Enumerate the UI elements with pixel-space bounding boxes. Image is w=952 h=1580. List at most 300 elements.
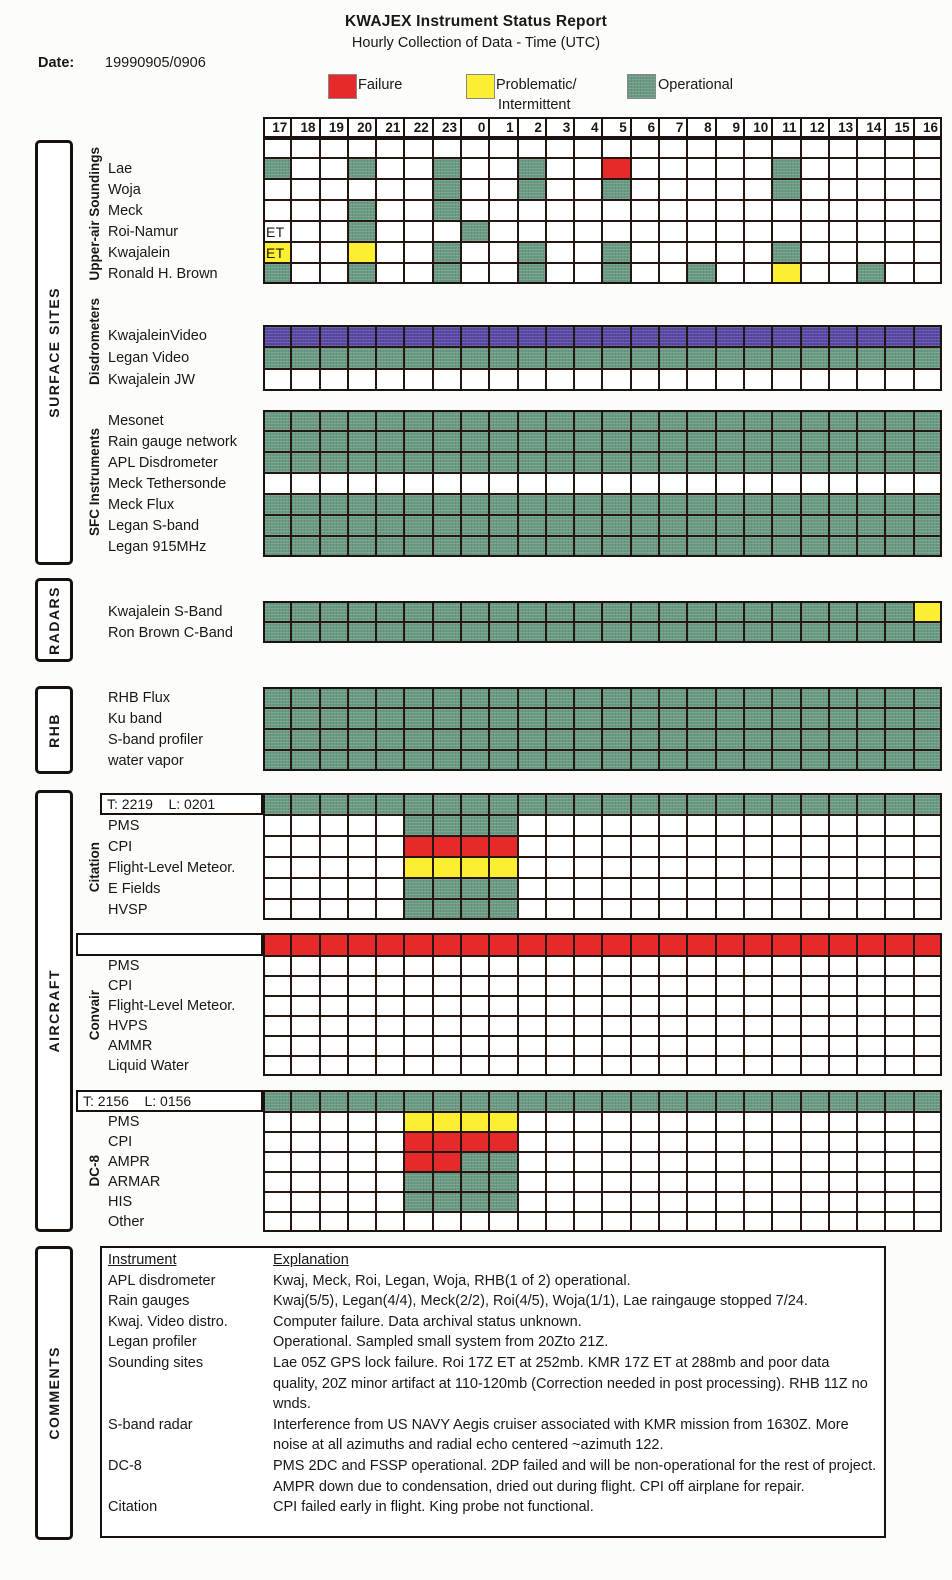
- status-cell-empty: [914, 836, 942, 857]
- status-cell-empty: [857, 1016, 885, 1036]
- status-cell-operational: [404, 878, 432, 899]
- status-cell-operational: [489, 878, 517, 899]
- status-cell-operational: [631, 750, 659, 771]
- status-cell-empty: [291, 138, 319, 158]
- status-cell-empty: [914, 138, 942, 158]
- status-cell-failure: [348, 933, 376, 956]
- status-cell-empty: [857, 369, 885, 391]
- status-cell-empty: [291, 1016, 319, 1036]
- status-cell-empty: [546, 1036, 574, 1056]
- status-cell-empty: [687, 899, 715, 920]
- status-cell-operational: [291, 601, 319, 622]
- comment-row: [108, 1456, 878, 1497]
- status-cell-empty: [801, 878, 829, 899]
- status-cell-empty: [772, 1152, 800, 1172]
- status-cell-video: [716, 325, 744, 347]
- status-cell-operational: [687, 687, 715, 708]
- status-cell-operational: [602, 687, 630, 708]
- status-cell-empty: [489, 242, 517, 263]
- status-cell-empty: [263, 878, 291, 899]
- status-cell-empty: [263, 200, 291, 221]
- status-cell-empty: [801, 996, 829, 1016]
- grid-row: [108, 899, 942, 920]
- status-cell-video: [320, 325, 348, 347]
- status-cell-operational: [348, 622, 376, 643]
- status-cell-empty: [574, 242, 602, 263]
- status-cell-operational: [659, 601, 687, 622]
- status-cell-empty: [914, 1192, 942, 1212]
- status-cell-video: [348, 325, 376, 347]
- status-cell-operational: [291, 750, 319, 771]
- status-cell-operational: [376, 793, 404, 815]
- status-cell-operational: [404, 410, 432, 431]
- status-cell-operational: [433, 1090, 461, 1112]
- status-cell-empty: [602, 1016, 630, 1036]
- status-cell-empty: [518, 899, 546, 920]
- status-cell-operational: [631, 431, 659, 452]
- status-cell-empty: [801, 263, 829, 284]
- status-cell-operational: [744, 793, 772, 815]
- status-cell-empty: [829, 1016, 857, 1036]
- status-cell-operational: [687, 431, 715, 452]
- status-cell-empty: [772, 899, 800, 920]
- row-label: S-band profiler: [108, 731, 204, 748]
- status-cells: [263, 1112, 942, 1132]
- status-cell-empty: [716, 179, 744, 200]
- status-cell-empty: [687, 242, 715, 263]
- status-cell-operational: [914, 452, 942, 473]
- status-cell-operational: [801, 729, 829, 750]
- status-cell-empty: [291, 1132, 319, 1152]
- status-cell-empty: [914, 1172, 942, 1192]
- status-cell-empty: [291, 956, 319, 976]
- status-cell-empty: [631, 1112, 659, 1132]
- status-cell-operational: [602, 793, 630, 815]
- status-cell-operational: [857, 1090, 885, 1112]
- status-cell-operational: [461, 601, 489, 622]
- status-cell-empty: [687, 976, 715, 996]
- status-cell-operational: [461, 708, 489, 729]
- row-label: PMS: [108, 817, 140, 834]
- status-cell-empty: [376, 996, 404, 1016]
- status-cell-operational: [602, 536, 630, 557]
- subsection-label-text: DC-8: [87, 1155, 102, 1187]
- status-cell-empty: [320, 369, 348, 391]
- status-cell-operational: [320, 793, 348, 815]
- status-cell-operational: [772, 1090, 800, 1112]
- status-cell-empty: [404, 956, 432, 976]
- status-cell-empty: [320, 878, 348, 899]
- status-cell-operational: [518, 729, 546, 750]
- status-cell-operational: [433, 899, 461, 920]
- status-cell-empty: [348, 473, 376, 494]
- status-cell-operational: [489, 347, 517, 369]
- status-cell-empty: [602, 369, 630, 391]
- status-cell-operational: [914, 431, 942, 452]
- grid-row: [108, 815, 942, 836]
- status-cell-empty: [320, 263, 348, 284]
- status-cell-operational: [744, 601, 772, 622]
- status-cell-empty: [687, 1172, 715, 1192]
- status-cell-empty: [801, 1212, 829, 1232]
- status-cell-empty: [404, 138, 432, 158]
- status-cell-operational: [376, 494, 404, 515]
- status-cell-empty: [659, 1036, 687, 1056]
- status-cell-operational: [574, 729, 602, 750]
- status-cell-operational: [857, 452, 885, 473]
- status-cell-empty: [687, 836, 715, 857]
- status-cell-empty: [433, 473, 461, 494]
- status-cell-operational: [263, 515, 291, 536]
- status-cell-empty: [772, 1036, 800, 1056]
- status-cell-empty: [263, 1056, 291, 1076]
- status-cell-empty: [263, 473, 291, 494]
- status-cell-empty: [801, 836, 829, 857]
- status-cell-operational: [518, 494, 546, 515]
- status-cell-operational: [885, 494, 913, 515]
- status-cell-empty: [716, 242, 744, 263]
- status-cell-operational: [291, 622, 319, 643]
- status-cell-operational: [291, 536, 319, 557]
- status-cell-empty: [801, 1192, 829, 1212]
- status-cell-operational: [687, 515, 715, 536]
- status-cell-operational: [489, 815, 517, 836]
- status-cell-failure: [687, 933, 715, 956]
- status-cell-empty: [461, 976, 489, 996]
- status-cell-failure: [602, 158, 630, 179]
- status-cell-operational: [546, 793, 574, 815]
- status-cell-operational: [914, 622, 942, 643]
- status-cell-empty: [376, 263, 404, 284]
- status-cell-operational: [489, 1192, 517, 1212]
- status-cell-empty: [687, 1192, 715, 1212]
- status-cell-operational: [263, 410, 291, 431]
- status-cell-empty: [829, 200, 857, 221]
- status-cell-operational: [546, 536, 574, 557]
- status-cell-empty: [602, 1056, 630, 1076]
- status-cell-empty: [716, 1152, 744, 1172]
- status-cell-operational: [461, 1192, 489, 1212]
- status-cell-empty: [574, 976, 602, 996]
- status-cell-failure: [914, 933, 942, 956]
- status-cell-empty: [518, 976, 546, 996]
- row-label: Meck Tethersonde: [108, 475, 227, 492]
- status-cell-empty: [602, 221, 630, 242]
- grid-row: [108, 1192, 942, 1212]
- status-cell-operational: [348, 494, 376, 515]
- status-cell-empty: [263, 179, 291, 200]
- status-cell-empty: [914, 976, 942, 996]
- status-cell-empty: [687, 1036, 715, 1056]
- status-cell-operational: [433, 793, 461, 815]
- status-cell-empty: [291, 179, 319, 200]
- status-cell-operational: [659, 452, 687, 473]
- status-cell-operational: [433, 452, 461, 473]
- status-cell-operational: [687, 452, 715, 473]
- status-cell-empty: [404, 976, 432, 996]
- status-cell-empty: [320, 899, 348, 920]
- page-subtitle: Hourly Collection of Data - Time (UTC): [351, 35, 601, 51]
- hour-label: 22: [404, 117, 432, 138]
- status-cell-operational: [461, 410, 489, 431]
- status-cell-empty: [772, 473, 800, 494]
- status-cell-operational: [291, 1090, 319, 1112]
- status-cell-empty: [631, 1016, 659, 1036]
- status-cell-empty: [885, 1056, 913, 1076]
- status-cell-operational: [489, 1090, 517, 1112]
- status-cell-empty: [348, 956, 376, 976]
- status-cell-empty: [744, 200, 772, 221]
- status-cell-operational: [320, 452, 348, 473]
- status-cell-empty: [857, 1056, 885, 1076]
- status-cell-operational: [518, 622, 546, 643]
- status-cell-failure: [857, 933, 885, 956]
- status-cell-empty: [546, 179, 574, 200]
- status-cell-empty: [489, 976, 517, 996]
- status-cell-empty: [376, 158, 404, 179]
- status-cell-empty: [404, 200, 432, 221]
- status-cell-empty: [320, 1016, 348, 1036]
- status-cells: [263, 956, 942, 976]
- status-cells: [263, 410, 942, 431]
- status-cells: [263, 1212, 942, 1232]
- status-cell-empty: [631, 1132, 659, 1152]
- status-cell-operational: [631, 410, 659, 431]
- status-cell-operational: [348, 200, 376, 221]
- status-cell-operational: [574, 431, 602, 452]
- status-cells: [263, 1152, 942, 1172]
- status-cell-empty: [772, 1016, 800, 1036]
- status-cell-video: [574, 325, 602, 347]
- status-cell-operational: [291, 687, 319, 708]
- status-cell-operational: [772, 347, 800, 369]
- status-cells: [263, 1016, 942, 1036]
- status-cell-operational: [716, 750, 744, 771]
- section-label-surface-sites: SURFACE SITES: [46, 287, 62, 418]
- status-cell-empty: [659, 1212, 687, 1232]
- grid-row: [108, 996, 942, 1016]
- status-cell-operational: [461, 494, 489, 515]
- row-label: Meck: [108, 202, 143, 219]
- status-cell-empty: [885, 1152, 913, 1172]
- status-cell-operational: [914, 536, 942, 557]
- status-cell-empty: [263, 976, 291, 996]
- status-cell-empty: [489, 179, 517, 200]
- status-cell-empty: [291, 857, 319, 878]
- status-cell-empty: [829, 956, 857, 976]
- status-cell-empty: [857, 473, 885, 494]
- status-cell-operational: [376, 515, 404, 536]
- status-cell-empty: [291, 158, 319, 179]
- status-cell-operational: [885, 1090, 913, 1112]
- status-cell-operational: [631, 729, 659, 750]
- status-cells: [263, 996, 942, 1016]
- status-cell-operational: [631, 347, 659, 369]
- status-cell-empty: [546, 1132, 574, 1152]
- status-cell-empty: [433, 956, 461, 976]
- status-cell-operational: [829, 494, 857, 515]
- comment-explanation: Kwaj(5/5), Legan(4/4), Meck(2/2), Roi(4/5), Woja(1/1), Lae raingauge stopped 7/24.: [273, 1293, 808, 1310]
- status-cell-empty: [602, 1212, 630, 1232]
- status-cell-empty: [687, 200, 715, 221]
- status-cell-empty: [772, 1172, 800, 1192]
- status-cell-operational: [489, 410, 517, 431]
- status-cell-empty: [744, 242, 772, 263]
- comment-row: [108, 1332, 878, 1353]
- status-cell-operational: [404, 708, 432, 729]
- row-label: Ku band: [108, 710, 163, 727]
- status-cells: [263, 494, 942, 515]
- status-cell-operational: [914, 793, 942, 815]
- status-cell-empty: [348, 138, 376, 158]
- status-cell-empty: [885, 221, 913, 242]
- status-cell-empty: [631, 179, 659, 200]
- subsection-label-upper-air-soundings: [84, 140, 105, 288]
- status-cell-operational: [574, 687, 602, 708]
- status-cell-empty: [801, 138, 829, 158]
- status-cell-empty: [829, 369, 857, 391]
- status-cell-empty: [320, 815, 348, 836]
- status-cell-operational: [320, 410, 348, 431]
- status-cell-operational: [461, 750, 489, 771]
- status-cell-empty: [546, 878, 574, 899]
- status-cell-empty: [489, 158, 517, 179]
- status-cell-operational: [489, 431, 517, 452]
- status-cell-empty: [489, 200, 517, 221]
- status-cell-operational: [404, 729, 432, 750]
- status-cell-failure: [716, 933, 744, 956]
- status-cell-empty: [659, 369, 687, 391]
- status-cell-empty: [829, 815, 857, 836]
- status-cell-empty: [885, 242, 913, 263]
- status-cell-empty: [291, 369, 319, 391]
- grid-row: [108, 976, 942, 996]
- hour-header-row: [263, 117, 942, 138]
- status-cell-empty: [857, 1172, 885, 1192]
- legend-problematic-label-line2: Intermittent: [498, 97, 571, 113]
- status-cell-operational: [744, 729, 772, 750]
- status-cell-operational: [348, 263, 376, 284]
- grid-row: [108, 1212, 942, 1232]
- status-cell-empty: [857, 857, 885, 878]
- status-cell-empty: [376, 1112, 404, 1132]
- row-label: Legan S-band: [108, 517, 200, 534]
- status-cell-empty: [602, 200, 630, 221]
- status-cell-operational: [461, 221, 489, 242]
- legend-failure-swatch: [328, 74, 357, 99]
- hour-label: 6: [631, 117, 659, 138]
- status-cell-video: [687, 325, 715, 347]
- status-cell-operational: [433, 687, 461, 708]
- row-label: Legan 915MHz: [108, 538, 207, 555]
- status-cell-operational: [744, 1090, 772, 1112]
- status-cell-empty: [716, 158, 744, 179]
- status-cell-operational: [461, 687, 489, 708]
- status-cell-empty: [574, 1172, 602, 1192]
- status-cell-empty: [885, 996, 913, 1016]
- status-cell-operational: [602, 750, 630, 771]
- status-cell-empty: [829, 179, 857, 200]
- status-cell-operational: [433, 622, 461, 643]
- status-cell-operational: [461, 1090, 489, 1112]
- status-cell-operational: [433, 515, 461, 536]
- status-cell-operational: [404, 622, 432, 643]
- status-cell-empty: [829, 1152, 857, 1172]
- status-cell-empty: [546, 1192, 574, 1212]
- status-cell-empty: [291, 1036, 319, 1056]
- status-cell-empty: [574, 473, 602, 494]
- status-cell-empty: [433, 1036, 461, 1056]
- status-cell-failure: [518, 933, 546, 956]
- status-cell-operational: [376, 687, 404, 708]
- status-cell-empty: [631, 369, 659, 391]
- status-cell-operational: [518, 242, 546, 263]
- hour-label: 19: [320, 117, 348, 138]
- status-cell-empty: [914, 1152, 942, 1172]
- status-cell-operational: [574, 410, 602, 431]
- status-cell-empty: [376, 1132, 404, 1152]
- status-cell-empty: [716, 1132, 744, 1152]
- status-cell-empty: [574, 221, 602, 242]
- grid-row: [108, 536, 942, 557]
- status-cell-empty: [631, 1152, 659, 1172]
- status-cell-operational: [518, 750, 546, 771]
- status-cell-empty: [376, 956, 404, 976]
- status-cell-operational: [263, 622, 291, 643]
- status-cell-empty: [263, 1132, 291, 1152]
- status-cell-operational: [263, 729, 291, 750]
- status-cell-empty: [291, 878, 319, 899]
- status-cell-operational: [546, 687, 574, 708]
- row-label: PMS: [108, 958, 140, 974]
- grid-row: [108, 242, 942, 263]
- status-cell-operational: [885, 515, 913, 536]
- status-cell-operational: [376, 750, 404, 771]
- comment-instrument: DC-8: [108, 1457, 142, 1474]
- status-cell-operational: [829, 1090, 857, 1112]
- status-cell-operational: [291, 708, 319, 729]
- status-cell-empty: [291, 221, 319, 242]
- status-cell-empty: [376, 200, 404, 221]
- status-cell-failure: [489, 933, 517, 956]
- status-cell-empty: [320, 158, 348, 179]
- status-cell-empty: [801, 1132, 829, 1152]
- status-cell-empty: [659, 158, 687, 179]
- status-cell-operational: [631, 793, 659, 815]
- status-cell-operational: [857, 536, 885, 557]
- status-cell-empty: [857, 221, 885, 242]
- subsection-label-text: SFC Instruments: [87, 427, 102, 536]
- status-cell-operational: [574, 708, 602, 729]
- status-cell-operational: [518, 536, 546, 557]
- row-label: Ron Brown C-Band: [108, 624, 233, 641]
- status-cell-empty: [518, 1152, 546, 1172]
- status-cell-empty: [772, 369, 800, 391]
- status-cell-operational: [489, 687, 517, 708]
- status-cell-empty: [461, 242, 489, 263]
- status-cell-operational: [687, 263, 715, 284]
- status-cell-operational: [546, 494, 574, 515]
- status-cell-empty: [433, 1056, 461, 1076]
- status-cell-operational: [518, 1090, 546, 1112]
- status-cell-empty: [631, 1172, 659, 1192]
- status-cell-empty: [914, 242, 942, 263]
- status-cells: [263, 815, 942, 836]
- status-cell-operational: [659, 515, 687, 536]
- status-cell-operational: [829, 410, 857, 431]
- status-cell-operational: [716, 410, 744, 431]
- status-cell-empty: [829, 976, 857, 996]
